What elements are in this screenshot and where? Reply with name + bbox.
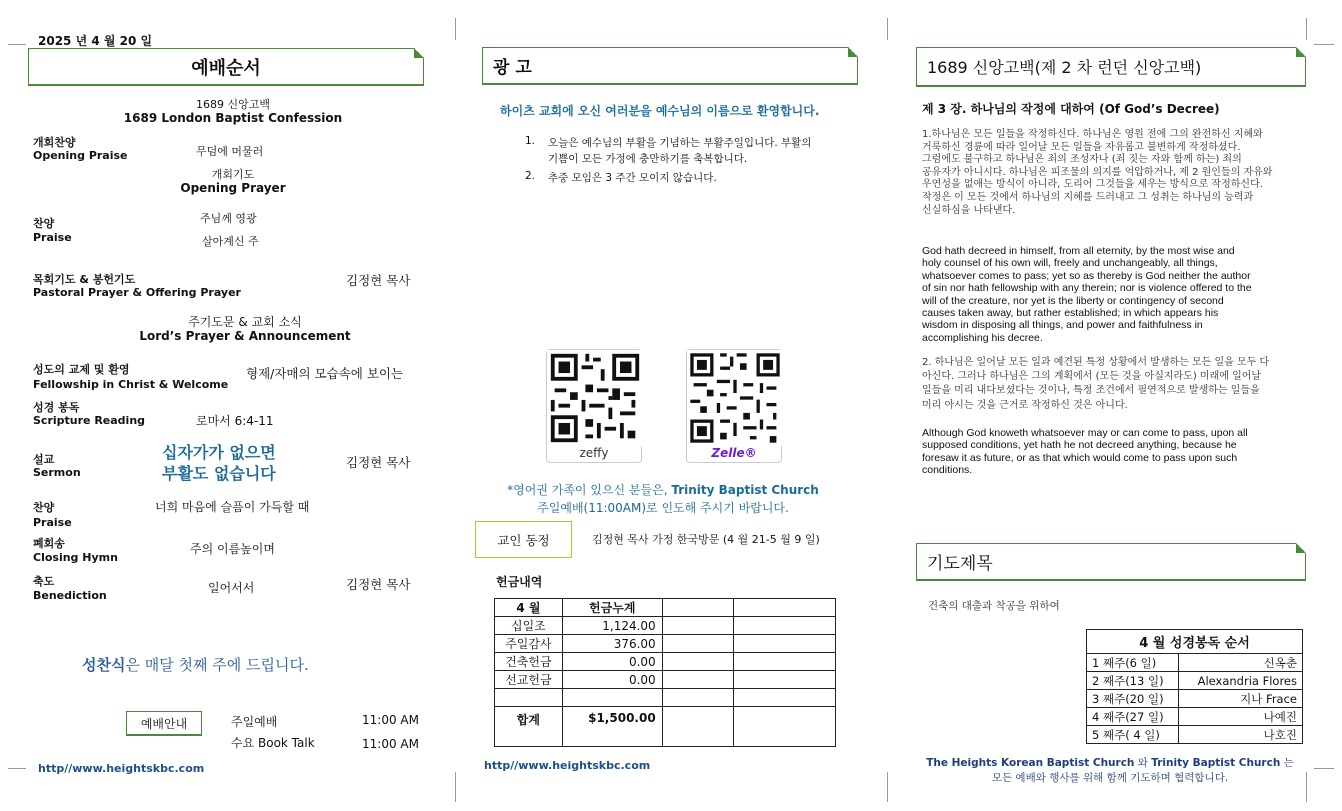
item-label-en: Praise [33,231,72,244]
zelle-label: Zelle® [711,446,757,460]
prayer-title: 기도제목 [927,554,993,574]
crop-mark [8,768,26,769]
item-content: 일어서서 [208,581,255,595]
text-line: 공유자가 아니시다. 하나님은 피조물의 의지를 억압하거나, 제 2 원인들의 자유와 [922,166,1273,178]
offering-empty-cell [734,707,836,747]
crop-mark [887,18,888,40]
reading-week: 5 째주( 4 일) [1087,726,1179,744]
footer-church-name: Trinity Baptist Church [1151,757,1281,769]
order-of-worship-title: 예배순서 [191,57,261,79]
text-line: 작정은 이 모든 것에서 하나님의 지혜를 드러내고 그 성취는 하나님의 능력과 [922,191,1254,203]
corner-fold [414,48,424,58]
offering-empty-cell [662,707,734,747]
service-name: 주일예배 [231,715,278,729]
footer-conj: 는 [1280,757,1294,769]
crop-mark [1314,44,1334,45]
service-time: 11:00 AM [362,737,419,751]
reading-schedule-table [1086,629,1303,744]
item-content: 로마서 6:4-11 [196,414,274,428]
zeffy-qr-code [547,350,643,446]
item-content: 주의 이름높이며 [190,542,275,556]
offering-empty-cell [662,617,734,635]
item-label-en: Opening Praise [33,149,128,162]
item-label-en: Benediction [33,589,107,602]
communion-note [82,654,309,675]
reading-name: 나예진 [1179,708,1303,726]
welcome-message: 하이츠 교회에 오신 여러분을 예수님의 이름으로 환영합니다. [500,104,820,118]
item-label-ko: 개회기도 [211,168,255,181]
prayer-item: 건축의 대출과 착공을 위하여 [928,600,1060,612]
member-news-tag: 교인 동정 [475,521,572,558]
offering-empty-cell [734,689,836,707]
corner-fold [848,47,858,57]
item-content: 형제/자매의 모습속에 보이는 [246,366,404,381]
text-line: conditions. [922,464,973,477]
item-label-ko: 찬양 [33,501,55,514]
offering-name [495,689,563,707]
reading-week: 1 째주(6 일) [1087,654,1179,672]
text-line: 우연성을 없애는 방식이 아니라, 도리어 그것들을 세우는 방식으로 작정하신다. [922,179,1263,191]
item-label-ko: 목회기도 & 봉헌기도 [33,273,136,286]
crop-mark [455,18,456,40]
corner-fold [1296,543,1306,553]
offering-amount: 1,124.00 [562,617,662,635]
crop-mark [1306,18,1307,40]
offering-amount [562,689,662,707]
english-note-line1 [450,481,876,498]
text-line: 아신다. 그러나 하나님은 그의 계획에서 (모든 것을 아실지라도) 미래에 일어날 [922,371,1262,383]
member-news: 김정현 목사 가정 한국방문 (4 월 21-5 월 9 일) [592,533,820,546]
announcement-num: 2. [525,170,536,182]
item-label-ko: 찬양 [33,217,55,230]
sermon-title-line1: 십자가가 없으면 [162,443,276,462]
offering-name: 건축헌금 [495,653,563,671]
service-name: 수요 Book Talk [231,736,315,750]
reading-week: 4 째주(27 일) [1087,708,1179,726]
announcement-line: 추중 모임은 3 주간 모이지 않습니다. [548,172,717,184]
reading-week: 2 째주(13 일) [1087,672,1179,690]
item-label-en: Scripture Reading [33,414,146,427]
text-line: God hath decreed in himself, from all eternity, by the most wise and [922,245,1235,257]
corner-fold [1296,47,1306,57]
text-line: causes taken away, but rather established; in which appears his [922,307,1219,320]
sermon-title-line2: 부활도 없습니다 [162,464,276,483]
offering-amount: 0.00 [562,671,662,689]
chapter-title: 제 3 장. 하나님의 작정에 대하여 (Of God’s Decree) [922,102,1220,116]
service-time: 11:00 AM [362,713,419,727]
offering-title: 헌금내역 [496,575,543,589]
item-content: 무덤에 머물러 [196,145,264,158]
offering-empty-cell [734,653,836,671]
offering-empty-cell [662,671,734,689]
item-label-en: Pastoral Prayer & Offering Prayer [33,286,241,299]
offering-header: 4 월 [495,599,563,617]
offering-empty-cell [734,617,836,635]
announcement-line: 기쁨이 모든 가정에 충만하기를 축복합니다. [548,153,748,165]
zeffy-label: zeffy [579,446,609,460]
item-leader: 김정현 목사 [346,273,411,288]
offering-header: 헌금누계 [562,599,662,617]
item-label-ko: 개회찬양 [33,136,76,149]
offering-name: 십일조 [495,617,563,635]
communion-note-b: 은 매달 첫째 주에 드립니다. [125,656,309,674]
church-url-link[interactable]: http//www.heightskbc.com [38,762,205,775]
confession-en: 1689 London Baptist Confession [123,111,343,125]
english-note-text: *영어권 가족이 있으신 분들은, [507,483,672,497]
announcement-line: 오늘은 예수님의 부활을 기념하는 부활주일입니다. 부활의 [548,137,812,149]
reading-title: 4 월 성경봉독 순서 [1087,630,1303,654]
zelle-qr-card[interactable] [686,349,782,463]
text-line: wisdom in disposing all things, and power and faithfulness in [922,319,1203,332]
reading-name: Alexandria Flores [1179,672,1303,690]
item-content: 너희 마음에 슬픔이 가득할 때 [155,500,310,514]
text-line: of sin nor hath fellowship with any therein; nor is violence offered to the [922,282,1252,295]
text-line: 미리 아시는 것을 근거로 작정하신 것은 아니다. [922,399,1128,411]
zelle-qr-code [687,350,783,446]
item-label-en: Fellowship in Christ & Welcome [33,378,229,391]
item-label-en: Closing Hymn [33,551,118,564]
item-label-ko: 성경 봉독 [33,401,80,414]
offering-amount: 376.00 [562,635,662,653]
offering-total-label: 합계 [495,707,563,747]
item-label-ko: 폐회송 [33,537,65,550]
offering-empty-cell [662,599,734,617]
offering-empty-cell [662,689,734,707]
confession-header [916,47,1306,87]
item-content: 주님께 영광 [200,212,257,225]
item-content: 살아계신 주 [202,235,259,248]
footer-line1 [900,755,1320,770]
offering-name: 선교헌금 [495,671,563,689]
item-leader: 김정현 목사 [346,577,411,592]
item-label-en: Lord’s Prayer & Announcement [139,329,351,343]
zeffy-qr-card[interactable] [546,349,642,463]
offering-empty-cell [734,635,836,653]
paragraph-2-en [922,427,1304,477]
paragraph-1-en [922,245,1304,344]
text-line: Although God knoweth whatsoever may or can come to pass, upon all [922,427,1248,439]
announcements-title: 광 고 [493,58,532,78]
order-of-worship-header [28,48,424,86]
crop-mark [8,44,26,45]
text-line: 거룩하신 경륜에 따라 일어날 모든 일들을 자유롭고 불변하게 작정하셨다. [922,141,1241,153]
prayer-header [916,543,1306,581]
text-line: 신실하심을 나타낸다. [922,204,1016,216]
english-note-church: Trinity Baptist Church [671,483,819,497]
footer-conj: 와 [1134,757,1152,769]
item-leader: 김정현 목사 [346,455,411,470]
confession-ko: 1689 신앙고백 [196,98,270,111]
offering-empty-cell [734,599,836,617]
text-line: 2. 하나님은 일어날 모든 일과 예견된 특정 상황에서 발생하는 모든 일을 모두 다 [922,357,1270,368]
crop-mark [887,772,888,802]
item-label-ko: 성도의 교제 및 환영 [33,363,130,376]
confession-title: 1689 신앙고백(제 2 차 런던 신앙고백) [927,58,1202,77]
reading-week: 3 째주(20 일) [1087,690,1179,708]
communion-note-a: 성찬식 [82,656,126,674]
offering-name: 주일감사 [495,635,563,653]
offering-table [494,598,836,747]
offering-empty-cell [662,635,734,653]
item-label-en: Sermon [33,466,81,479]
announcements-header [482,47,858,85]
paragraph-1-ko [922,129,1302,217]
service-info-tag: 예배안내 [126,711,202,736]
footer-line2: 모든 예배와 행사를 위해 함께 기도하며 협력합니다. [991,772,1229,784]
text-line: accomplishing his decree. [922,331,1043,344]
text-line: 1.하나님은 모든 일들을 작정하신다. 하나님은 영원 전에 그의 완전하신 지혜와 [922,129,1263,140]
text-line: holy counsel of his own will, freely and unchangeably, all things, [922,257,1218,270]
reading-name: 나호진 [1179,726,1303,744]
text-line: whatsoever comes to pass; yet so as thereby is God neither the author [922,269,1251,282]
item-label-ko: 축도 [33,575,55,588]
text-line: foresaw it as future, or as that which would come to pass upon such [922,451,1238,464]
item-label-ko: 설교 [33,453,55,466]
bulletin-date: 2025 년 4 월 20 일 [38,34,153,48]
offering-empty-cell [734,671,836,689]
offering-amount: 0.00 [562,653,662,671]
item-label-ko: 주기도문 & 교회 소식 [188,315,302,329]
church-url-link[interactable]: http//www.heightskbc.com [484,759,651,772]
text-line: 그럼에도 불구하고 하나님은 죄의 조성자나 (죄 짓는 자와 함께 하는) 죄의 [922,154,1242,166]
english-note-line2: 주일예배(11:00AM)로 인도해 주시기 바랍니다. [537,501,789,515]
footer-church-name: The Heights Korean Baptist Church [926,757,1135,769]
offering-total: $1,500.00 [562,707,662,747]
item-label-en: Opening Prayer [180,181,286,195]
announcement-num: 1. [525,135,536,147]
text-line: 일들을 미리 내다보셨다는 것이나, 특정 조건에서 필연적으로 발생하는 일들을 [922,385,1260,397]
paragraph-2-ko [922,356,1302,413]
crop-mark [455,772,456,802]
reading-name: 신옥춘 [1179,654,1303,672]
text-line: will of the creature, nor yet is the liberty or contingency of second [922,294,1224,307]
reading-name: 지나 Frace [1179,690,1303,708]
offering-empty-cell [662,653,734,671]
item-label-en: Praise [33,516,72,529]
text-line: supposed conditions, yet hath he not decreed anything, because he [922,439,1237,452]
